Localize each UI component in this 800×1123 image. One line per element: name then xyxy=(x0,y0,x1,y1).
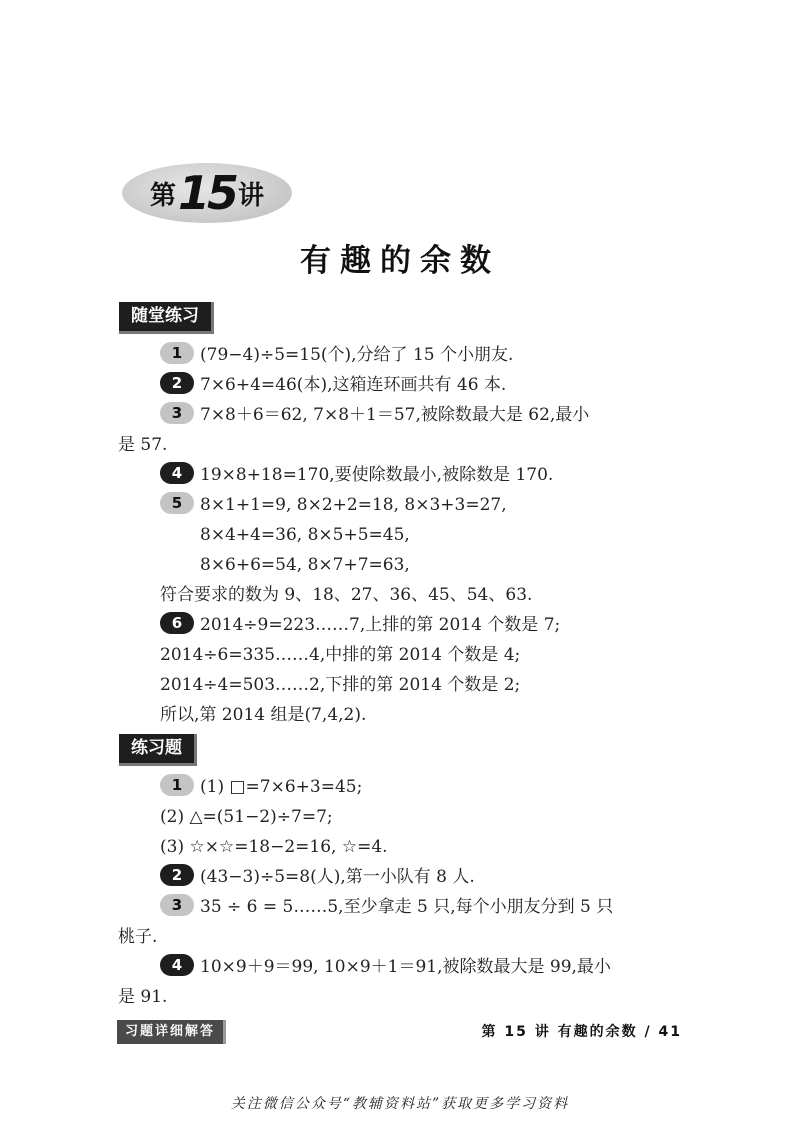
exercise-item-2 xyxy=(118,862,740,892)
item-number-badge: 1 xyxy=(160,342,194,364)
practice-text: 7×6+4=46(本),这箱连环画共有 46 本. xyxy=(200,375,507,395)
lecture-suffix: 讲 xyxy=(238,180,265,211)
exercise-item-1-line-2: (2) △=(51−2)÷7=7; xyxy=(160,807,333,827)
answers-tag: 习题详细解答 xyxy=(117,1020,226,1044)
item-number-badge: 2 xyxy=(160,864,194,886)
section-label-practice: 随堂练习 xyxy=(119,302,214,334)
item-number-badge: 5 xyxy=(160,492,194,514)
running-title: 第 15 讲 有趣的余数 / 41 xyxy=(481,1024,682,1040)
exercise-item-1-line-3: (3) ☆×☆=18−2=16, ☆=4. xyxy=(160,837,388,857)
exercise-item-4 xyxy=(118,952,740,982)
practice-text: 2014÷9=223……7,上排的第 2014 个数是 7; xyxy=(200,615,561,635)
exercise-item-1 xyxy=(118,772,740,802)
practice-item-5-line-4: 符合要求的数为 9、18、27、36、45、54、63. xyxy=(160,585,533,605)
practice-text: 7×8＋6＝62, 7×8＋1＝57,被除数最大是 62,最小 xyxy=(200,405,590,425)
practice-item-6-line-4: 所以,第 2014 组是(7,4,2). xyxy=(160,705,367,725)
item-number-badge: 3 xyxy=(160,894,194,916)
practice-item-1 xyxy=(118,340,740,370)
exercise-text: 35 ÷ 6 = 5……5,至少拿走 5 只,每个小朋友分到 5 只 xyxy=(200,897,614,917)
chapter-title: 有趣的余数 xyxy=(300,243,500,279)
lecture-badge xyxy=(122,163,292,223)
lecture-prefix: 第 xyxy=(149,180,176,211)
item-number-badge: 1 xyxy=(160,774,194,796)
item-number-badge: 3 xyxy=(160,402,194,424)
exercise-item-4-cont: 是 91. xyxy=(118,987,168,1007)
practice-item-5-line-2: 8×4+4=36, 8×5+5=45, xyxy=(200,525,410,545)
practice-item-3-cont: 是 57. xyxy=(118,435,168,455)
item-number-badge: 4 xyxy=(160,954,194,976)
item-number-badge: 6 xyxy=(160,612,194,634)
practice-item-2 xyxy=(118,370,740,400)
section-label-exercises: 练习题 xyxy=(119,734,197,766)
practice-item-4 xyxy=(118,460,740,490)
practice-item-6-line-2: 2014÷6=335……4,中排的第 2014 个数是 4; xyxy=(160,645,521,665)
exercise-item-3 xyxy=(118,892,740,922)
practice-text: 19×8+18=170,要使除数最小,被除数是 170. xyxy=(200,465,554,485)
practice-item-6 xyxy=(118,610,740,640)
exercise-text: 10×9＋9＝99, 10×9＋1＝91,被除数最大是 99,最小 xyxy=(200,957,611,977)
practice-item-6-line-3: 2014÷4=503……2,下排的第 2014 个数是 2; xyxy=(160,675,521,695)
exercise-text: (43−3)÷5=8(人),第一小队有 8 人. xyxy=(200,867,475,887)
lecture-number: 15 xyxy=(177,166,236,220)
exercise-text: (1) □=7×6+3=45; xyxy=(200,777,363,797)
item-number-badge: 2 xyxy=(160,372,194,394)
watermark-text: 关注微信公众号“教辅资料站”获取更多学习资料 xyxy=(230,1096,570,1112)
practice-item-5 xyxy=(118,490,740,520)
practice-text: 8×1+1=9, 8×2+2=18, 8×3+3=27, xyxy=(200,495,507,515)
item-number-badge: 4 xyxy=(160,462,194,484)
exercise-item-3-cont: 桃子. xyxy=(118,927,158,947)
practice-text: (79−4)÷5=15(个),分给了 15 个小朋友. xyxy=(200,345,514,365)
practice-item-3 xyxy=(118,400,740,430)
practice-item-5-line-3: 8×6+6=54, 8×7+7=63, xyxy=(200,555,410,575)
